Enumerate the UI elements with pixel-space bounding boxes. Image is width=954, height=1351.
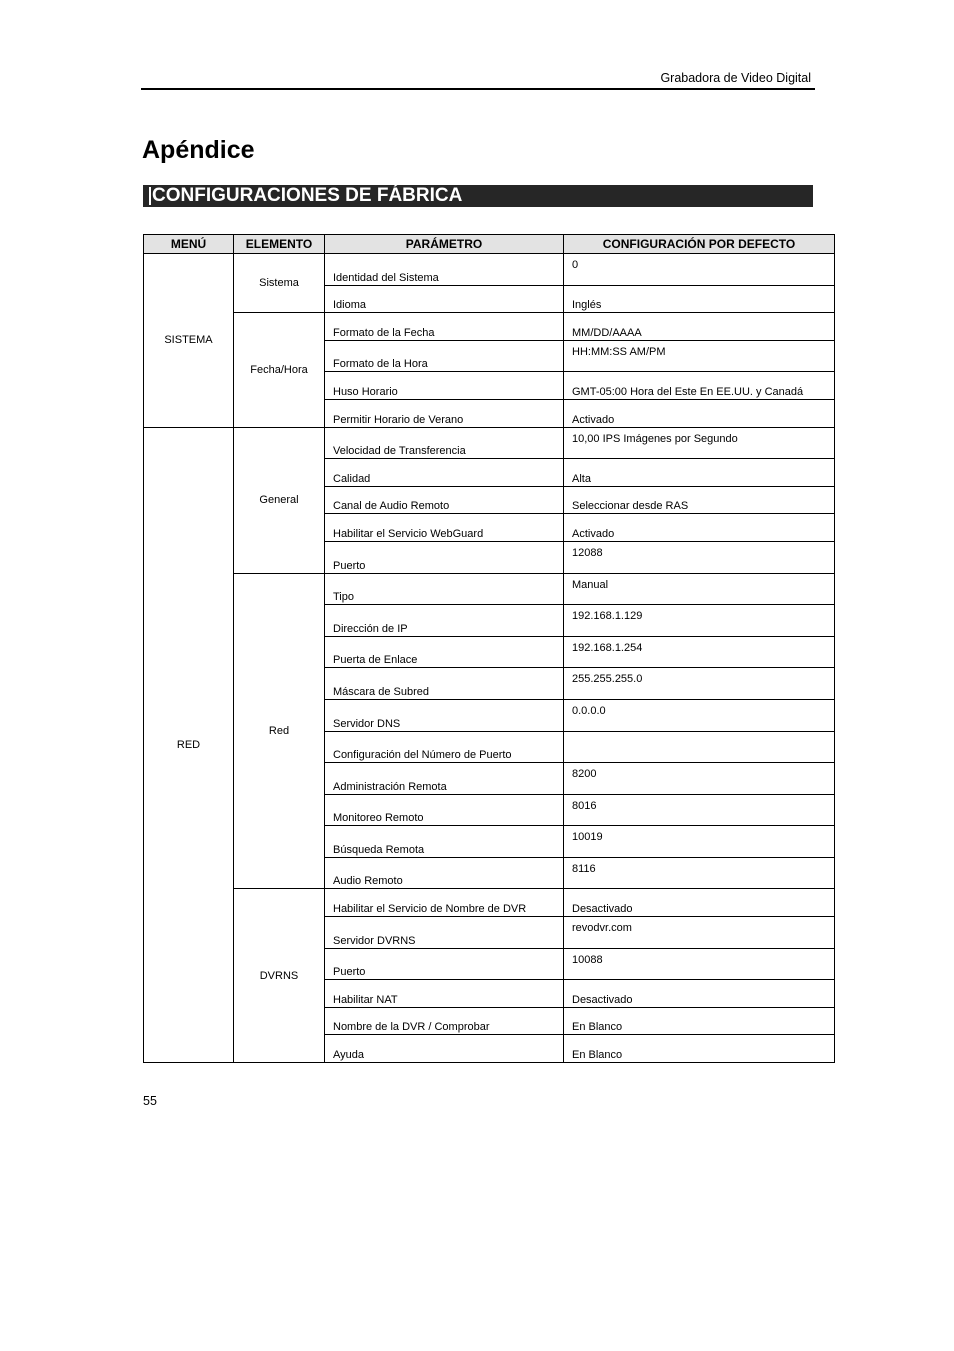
default-value-cell: 10,00 IPS Imágenes por Segundo [564, 427, 835, 459]
default-value-cell: Seleccionar desde RAS [564, 486, 835, 514]
parameter-cell: Ayuda [325, 1035, 564, 1063]
parameter-cell: Habilitar el Servicio de Nombre de DVR [325, 889, 564, 917]
default-value-cell: 12088 [564, 541, 835, 573]
default-value-cell: 8200 [564, 763, 835, 795]
parameter-cell: Identidad del Sistema [325, 254, 564, 286]
default-value-cell: 10088 [564, 948, 835, 980]
table-header-row [144, 235, 835, 254]
default-value-cell: Inglés [564, 285, 835, 313]
default-value-cell [564, 731, 835, 763]
default-value-cell: 10019 [564, 826, 835, 858]
parameter-cell: Habilitar NAT [325, 980, 564, 1008]
column-header-menu: MENÚ [144, 235, 234, 254]
default-value-cell: Manual [564, 573, 835, 605]
parameter-cell: Canal de Audio Remoto [325, 486, 564, 514]
column-header-parameter: PARÁMETRO [325, 235, 564, 254]
parameter-cell: Búsqueda Remota [325, 826, 564, 858]
element-cell: Red [234, 573, 325, 889]
default-value-cell: Activado [564, 514, 835, 542]
parameter-cell: Idioma [325, 285, 564, 313]
table-row [144, 254, 835, 286]
section-heading: CONFIGURACIONES DE FÁBRICA [152, 185, 463, 206]
default-value-cell: Activado [564, 399, 835, 427]
element-cell: Sistema [234, 254, 325, 313]
menu-cell: SISTEMA [144, 254, 234, 428]
parameter-cell: Puerto [325, 948, 564, 980]
menu-cell: RED [144, 427, 234, 1062]
parameter-cell: Tipo [325, 573, 564, 605]
parameter-cell: Audio Remoto [325, 857, 564, 889]
parameter-cell: Servidor DNS [325, 699, 564, 731]
running-header: Grabadora de Video Digital [660, 71, 811, 85]
default-value-cell: 192.168.1.129 [564, 605, 835, 637]
section-heading-bar [143, 185, 813, 207]
page-title: Apéndice [142, 136, 255, 164]
parameter-cell: Formato de la Hora [325, 340, 564, 372]
parameter-cell: Administración Remota [325, 763, 564, 795]
parameter-cell: Dirección de IP [325, 605, 564, 637]
default-value-cell: 8016 [564, 794, 835, 826]
default-value-cell: 0.0.0.0 [564, 699, 835, 731]
table-row [144, 573, 835, 605]
parameter-cell: Huso Horario [325, 372, 564, 400]
table-body [144, 254, 835, 1063]
default-value-cell: 192.168.1.254 [564, 636, 835, 668]
table-row [144, 427, 835, 459]
header-rule [141, 88, 815, 90]
parameter-cell: Servidor DVRNS [325, 917, 564, 949]
default-value-cell: En Blanco [564, 1035, 835, 1063]
parameter-cell: Velocidad de Transferencia [325, 427, 564, 459]
factory-settings-table [143, 234, 835, 1063]
default-value-cell: MM/DD/AAAA [564, 313, 835, 341]
table-row [144, 889, 835, 917]
parameter-cell: Monitoreo Remoto [325, 794, 564, 826]
element-cell: DVRNS [234, 889, 325, 1063]
page-number: 55 [143, 1094, 157, 1108]
default-value-cell: 0 [564, 254, 835, 286]
parameter-cell: Permitir Horario de Verano [325, 399, 564, 427]
section-heading-marker [149, 187, 151, 205]
default-value-cell: Desactivado [564, 889, 835, 917]
default-value-cell: 8116 [564, 857, 835, 889]
default-value-cell: HH:MM:SS AM/PM [564, 340, 835, 372]
default-value-cell: 255.255.255.0 [564, 668, 835, 700]
parameter-cell: Puerto [325, 541, 564, 573]
column-header-element: ELEMENTO [234, 235, 325, 254]
parameter-cell: Formato de la Fecha [325, 313, 564, 341]
default-value-cell: GMT-05:00 Hora del Este En EE.UU. y Canadá [564, 372, 835, 400]
column-header-default: CONFIGURACIÓN POR DEFECTO [564, 235, 835, 254]
table-row [144, 313, 835, 341]
parameter-cell: Máscara de Subred [325, 668, 564, 700]
element-cell: Fecha/Hora [234, 313, 325, 427]
parameter-cell: Habilitar el Servicio WebGuard [325, 514, 564, 542]
default-value-cell: Alta [564, 459, 835, 487]
parameter-cell: Puerta de Enlace [325, 636, 564, 668]
parameter-cell: Configuración del Número de Puerto [325, 731, 564, 763]
element-cell: General [234, 427, 325, 573]
default-value-cell: Desactivado [564, 980, 835, 1008]
default-value-cell: En Blanco [564, 1007, 835, 1035]
parameter-cell: Nombre de la DVR / Comprobar [325, 1007, 564, 1035]
default-value-cell: revodvr.com [564, 917, 835, 949]
parameter-cell: Calidad [325, 459, 564, 487]
